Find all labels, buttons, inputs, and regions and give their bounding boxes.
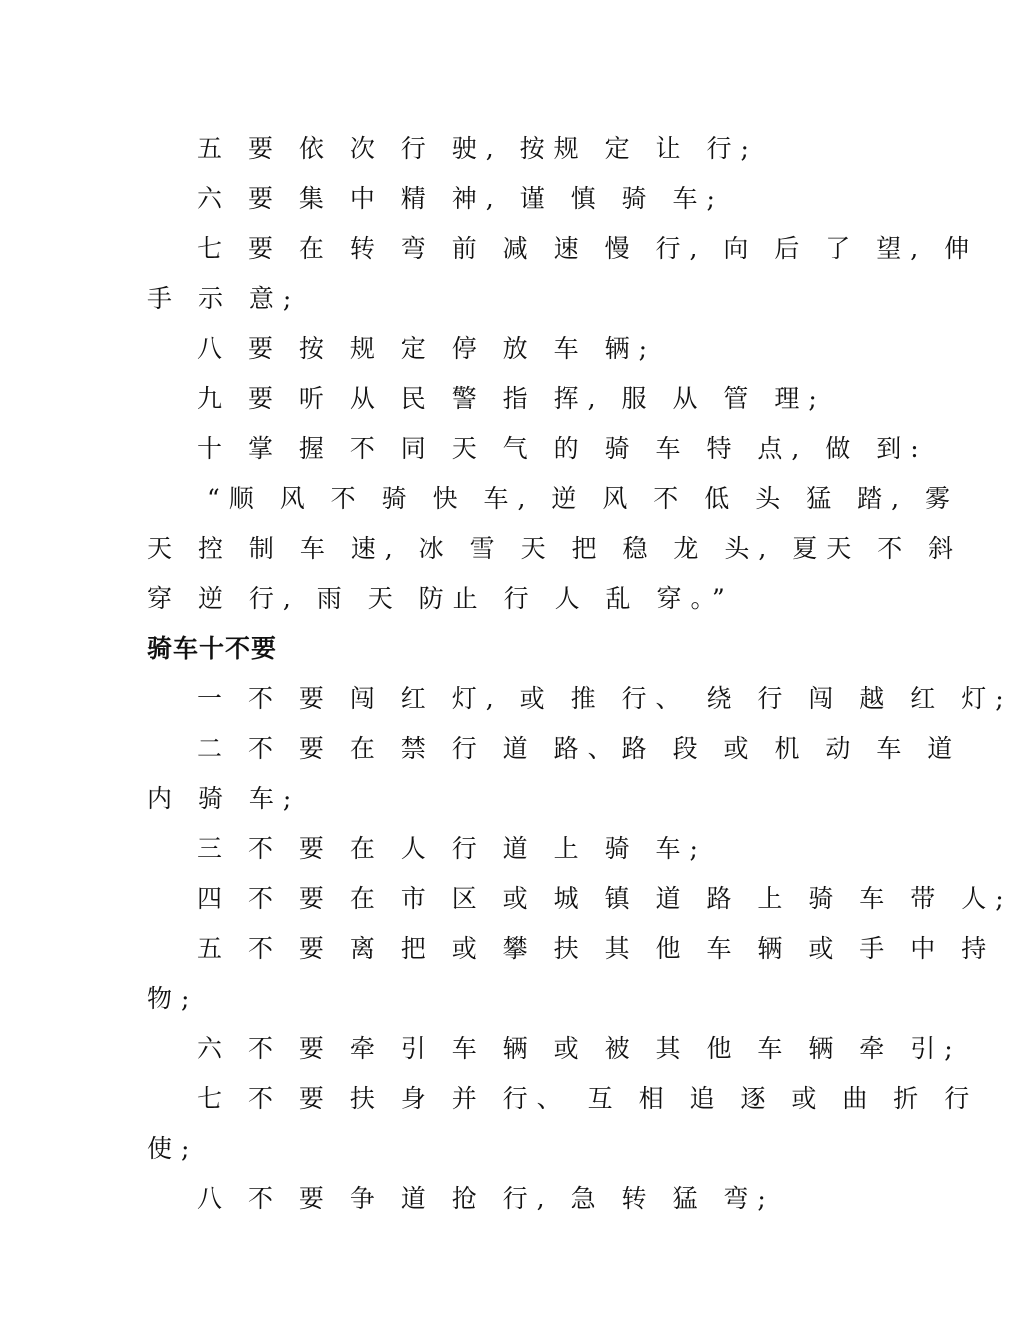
rule-line: 八 不 要 争 道 抢 行, 急 转 猛 弯; <box>197 1184 775 1213</box>
rule-line: 八 要 按 规 定 停 放 车 辆; <box>197 334 656 363</box>
rule-line-continuation: 使; <box>147 1134 199 1163</box>
rule-line: 五 不 要 离 把 或 攀 扶 其 他 车 辆 或 手 中 持 <box>197 934 996 963</box>
rule-line: 九 要 听 从 民 警 指 挥, 服 从 管 理; <box>197 384 826 413</box>
quote-line: “顺 风 不 骑 快 车, 逆 风 不 低 头 猛 踏, 雾 <box>207 484 959 513</box>
rule-line: 一 不 要 闯 红 灯, 或 推 行、 绕 行 闯 越 红 灯; <box>197 684 1013 713</box>
rule-line-continuation: 手 示 意; <box>147 284 301 313</box>
section-heading: 骑车十不要 <box>147 634 278 663</box>
section-ten-donts <box>147 674 1013 1224</box>
rule-line: 六 要 集 中 精 神, 谨 慎 骑 车; <box>197 184 724 213</box>
rule-line: 三 不 要 在 人 行 道 上 骑 车; <box>197 834 707 863</box>
rule-line: 二 不 要 在 禁 行 道 路、路 段 或 机 动 车 道 <box>197 734 962 763</box>
rule-line: 十 掌 握 不 同 天 气 的 骑 车 特 点, 做 到: <box>197 434 928 463</box>
quote-line-continuation: 穿 逆 行, 雨 天 防止 行 人 乱 穿。” <box>147 584 734 613</box>
rule-line: 五 要 依 次 行 驶, 按规 定 让 行; <box>197 134 758 163</box>
rule-line: 七 不 要 扶 身 并 行、 互 相 追 逐 或 曲 折 行 <box>197 1084 979 1113</box>
rule-line: 六 不 要 牵 引 车 辆 或 被 其 他 车 辆 牵 引; <box>197 1034 962 1063</box>
rule-line: 七 要 在 转 弯 前 减 速 慢 行, 向 后 了 望, 伸 <box>197 234 979 263</box>
rule-line-continuation: 物; <box>147 984 199 1013</box>
document-page <box>147 124 1013 1224</box>
section-rules-continued <box>147 124 979 624</box>
rule-line: 四 不 要 在 市 区 或 城 镇 道 路 上 骑 车 带 人; <box>197 884 1013 913</box>
rule-line-continuation: 内 骑 车; <box>147 784 301 813</box>
quote-line-continuation: 天 控 制 车 速, 冰 雪 天 把 稳 龙 头, 夏天 不 斜 <box>147 534 963 563</box>
